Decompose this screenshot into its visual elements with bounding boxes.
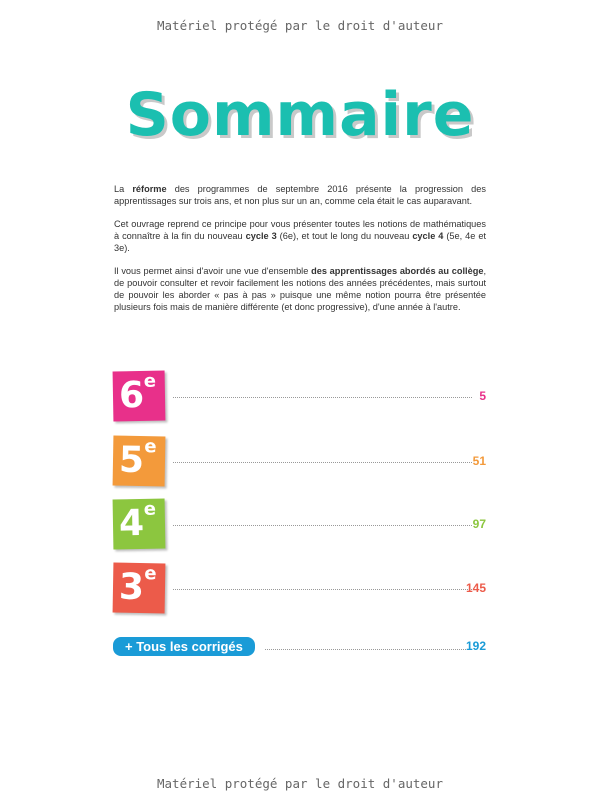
grade-badge-5e: 5e [113,436,166,487]
toc-entry-5e[interactable] [113,436,486,486]
toc-entry-6e[interactable] [113,371,486,421]
toc-entry-corriges[interactable] [113,637,486,657]
leader-dots [173,525,472,526]
intro-paragraph-1: La réforme des programmes de septembre 2016 présente la progression des apprentissages sur trois ans, et non plus sur un an, comme cela était le cas auparavant. [114,184,486,206]
leader-dots [173,462,472,463]
leader-dots [265,649,472,650]
corriges-label: + Tous les corrigés [113,637,255,656]
leader-dots [173,397,472,398]
intro-paragraph-3: Il vous permet ainsi d'avoir une vue d'ensemble des apprentissages abordés au collège, de pouvoir consulter et revoir facilement les notions des années précédentes, mais surtout de pouvoir les aborder « pas à pas » puisque une même notion pourra être présentée plusieurs fois mais de manière différente (et donc progressive), d'une année à l'autre. [114,266,486,312]
grade-badge-3e: 3e [113,563,166,614]
page-title: Sommaire [125,80,475,150]
page-number: 145 [465,581,486,595]
page-number: 51 [472,454,486,468]
page-number: 192 [465,639,486,653]
watermark-top: Matériel protégé par le droit d'auteur [157,18,443,33]
intro-text [114,183,486,324]
leader-dots [173,589,472,590]
page-number: 97 [472,517,486,531]
watermark-bottom: Matériel protégé par le droit d'auteur [157,776,443,791]
page-number: 5 [479,389,486,403]
toc-entry-3e[interactable] [113,563,486,613]
toc-entry-4e[interactable] [113,499,486,549]
intro-paragraph-2: Cet ouvrage reprend ce principe pour vous présenter toutes les notions de mathématiques à connaître à la fin du nouveau cycle 3 (6e), et tout le long du nouveau cycle 4 (5e, 4e et 3e). [114,219,487,253]
grade-badge-6e: 6e [113,371,166,422]
grade-badge-4e: 4e [113,499,166,550]
